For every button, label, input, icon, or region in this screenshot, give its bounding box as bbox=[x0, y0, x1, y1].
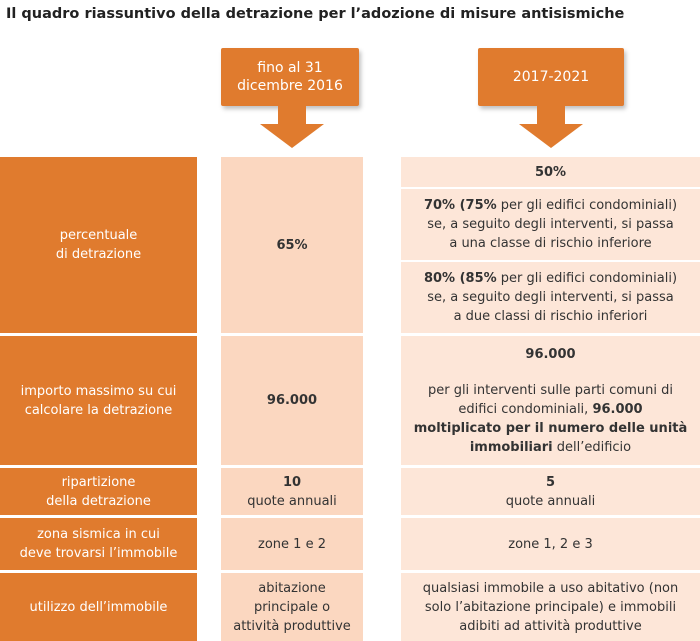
header-fino-al-2016 bbox=[221, 48, 359, 106]
text-part: edifici condominiali, bbox=[458, 401, 593, 417]
label-line: calcolare la detrazione bbox=[24, 402, 173, 418]
value: 96.000 bbox=[266, 393, 318, 408]
header-col1-line2: dicembre 2016 bbox=[237, 78, 343, 94]
down-arrow-icon bbox=[260, 104, 324, 148]
cell-ripartizione-col2 bbox=[401, 468, 700, 515]
label-line: percentuale bbox=[59, 228, 138, 243]
bold-part: 70% (75% bbox=[423, 198, 497, 213]
label-line: deve trovarsi l’immobile bbox=[19, 546, 178, 561]
header-2017-2021 bbox=[478, 48, 624, 106]
cell-importo-col1 bbox=[221, 336, 363, 465]
text-line: se, a seguito degli interventi, si passa bbox=[427, 217, 674, 232]
cell-ripartizione-col1 bbox=[221, 468, 363, 515]
text-line bbox=[414, 400, 688, 419]
down-arrow-icon bbox=[519, 104, 583, 148]
text-part: per gli edifici condominiali) bbox=[496, 198, 678, 213]
row-label-importo bbox=[0, 336, 197, 465]
text-line bbox=[414, 419, 688, 438]
text-line: qualsiasi immobile a uso abitativo (non bbox=[422, 580, 679, 596]
label-line: zona sismica in cui bbox=[37, 527, 160, 542]
text-line: per gli interventi sulle parti comuni di bbox=[427, 382, 673, 398]
text-line: se, a seguito degli interventi, si passa bbox=[427, 290, 674, 305]
label-line: utilizzo dell’immobile bbox=[29, 599, 168, 615]
row-label-zona bbox=[0, 518, 197, 570]
label-line: importo massimo su cui bbox=[20, 383, 177, 399]
bold-part: immobiliari bbox=[469, 439, 553, 455]
text-line: adibiti ad attività produttive bbox=[459, 618, 642, 634]
bold-part: moltiplicato per il numero delle unità bbox=[413, 420, 688, 436]
cell-percentuale-col2-a bbox=[401, 157, 700, 187]
text-line: a una classe di rischio inferiore bbox=[449, 236, 652, 251]
text-line: attività produttive bbox=[233, 618, 351, 634]
value: 65% bbox=[276, 237, 308, 253]
cell-percentuale-col2-c bbox=[401, 262, 700, 333]
value: zone 1, 2 e 3 bbox=[508, 536, 593, 552]
text-line: a due classi di rischio inferiori bbox=[453, 309, 648, 324]
cell-percentuale-col1 bbox=[221, 157, 363, 333]
value: 50% bbox=[534, 164, 567, 180]
text-part: per gli edifici condominiali) bbox=[496, 271, 678, 286]
cell-utilizzo-col2 bbox=[401, 573, 700, 641]
row-label-utilizzo bbox=[0, 573, 197, 641]
label-line: di detrazione bbox=[55, 247, 142, 262]
text-line: abitazione bbox=[258, 580, 326, 596]
text-line: solo l’abitazione principale) e immobili bbox=[424, 599, 677, 615]
cell-zona-col2 bbox=[401, 518, 700, 570]
cell-percentuale-col2-b bbox=[401, 189, 700, 260]
label-line: ripartizione bbox=[61, 474, 136, 490]
bold-part: 96.000 bbox=[592, 401, 643, 417]
page-title: Il quadro riassuntivo della detrazione per l’adozione di misure antisismiche bbox=[6, 6, 625, 22]
text-line: principale o bbox=[253, 599, 331, 615]
bold-part: 80% (85% bbox=[423, 271, 497, 286]
value: 5 bbox=[545, 474, 556, 490]
label-line: della detrazione bbox=[46, 493, 151, 509]
text-line bbox=[424, 269, 677, 288]
header-col1-line1: fino al 31 bbox=[257, 60, 323, 76]
bold-part: 96.000 bbox=[525, 346, 576, 362]
text-part: dell’edificio bbox=[552, 439, 632, 455]
text-line bbox=[414, 438, 688, 457]
cell-zona-col1 bbox=[221, 518, 363, 570]
value: zone 1 e 2 bbox=[258, 536, 326, 552]
value: 10 bbox=[282, 474, 302, 490]
text-line bbox=[424, 196, 677, 215]
text-line bbox=[414, 345, 688, 364]
cell-utilizzo-col1 bbox=[221, 573, 363, 641]
header-col2-label: 2017-2021 bbox=[512, 69, 590, 85]
text-line: quote annuali bbox=[247, 493, 337, 509]
text-line: quote annuali bbox=[505, 493, 596, 509]
row-label-percentuale bbox=[0, 157, 197, 333]
cell-importo-col2 bbox=[401, 336, 700, 465]
row-label-ripartizione bbox=[0, 468, 197, 515]
